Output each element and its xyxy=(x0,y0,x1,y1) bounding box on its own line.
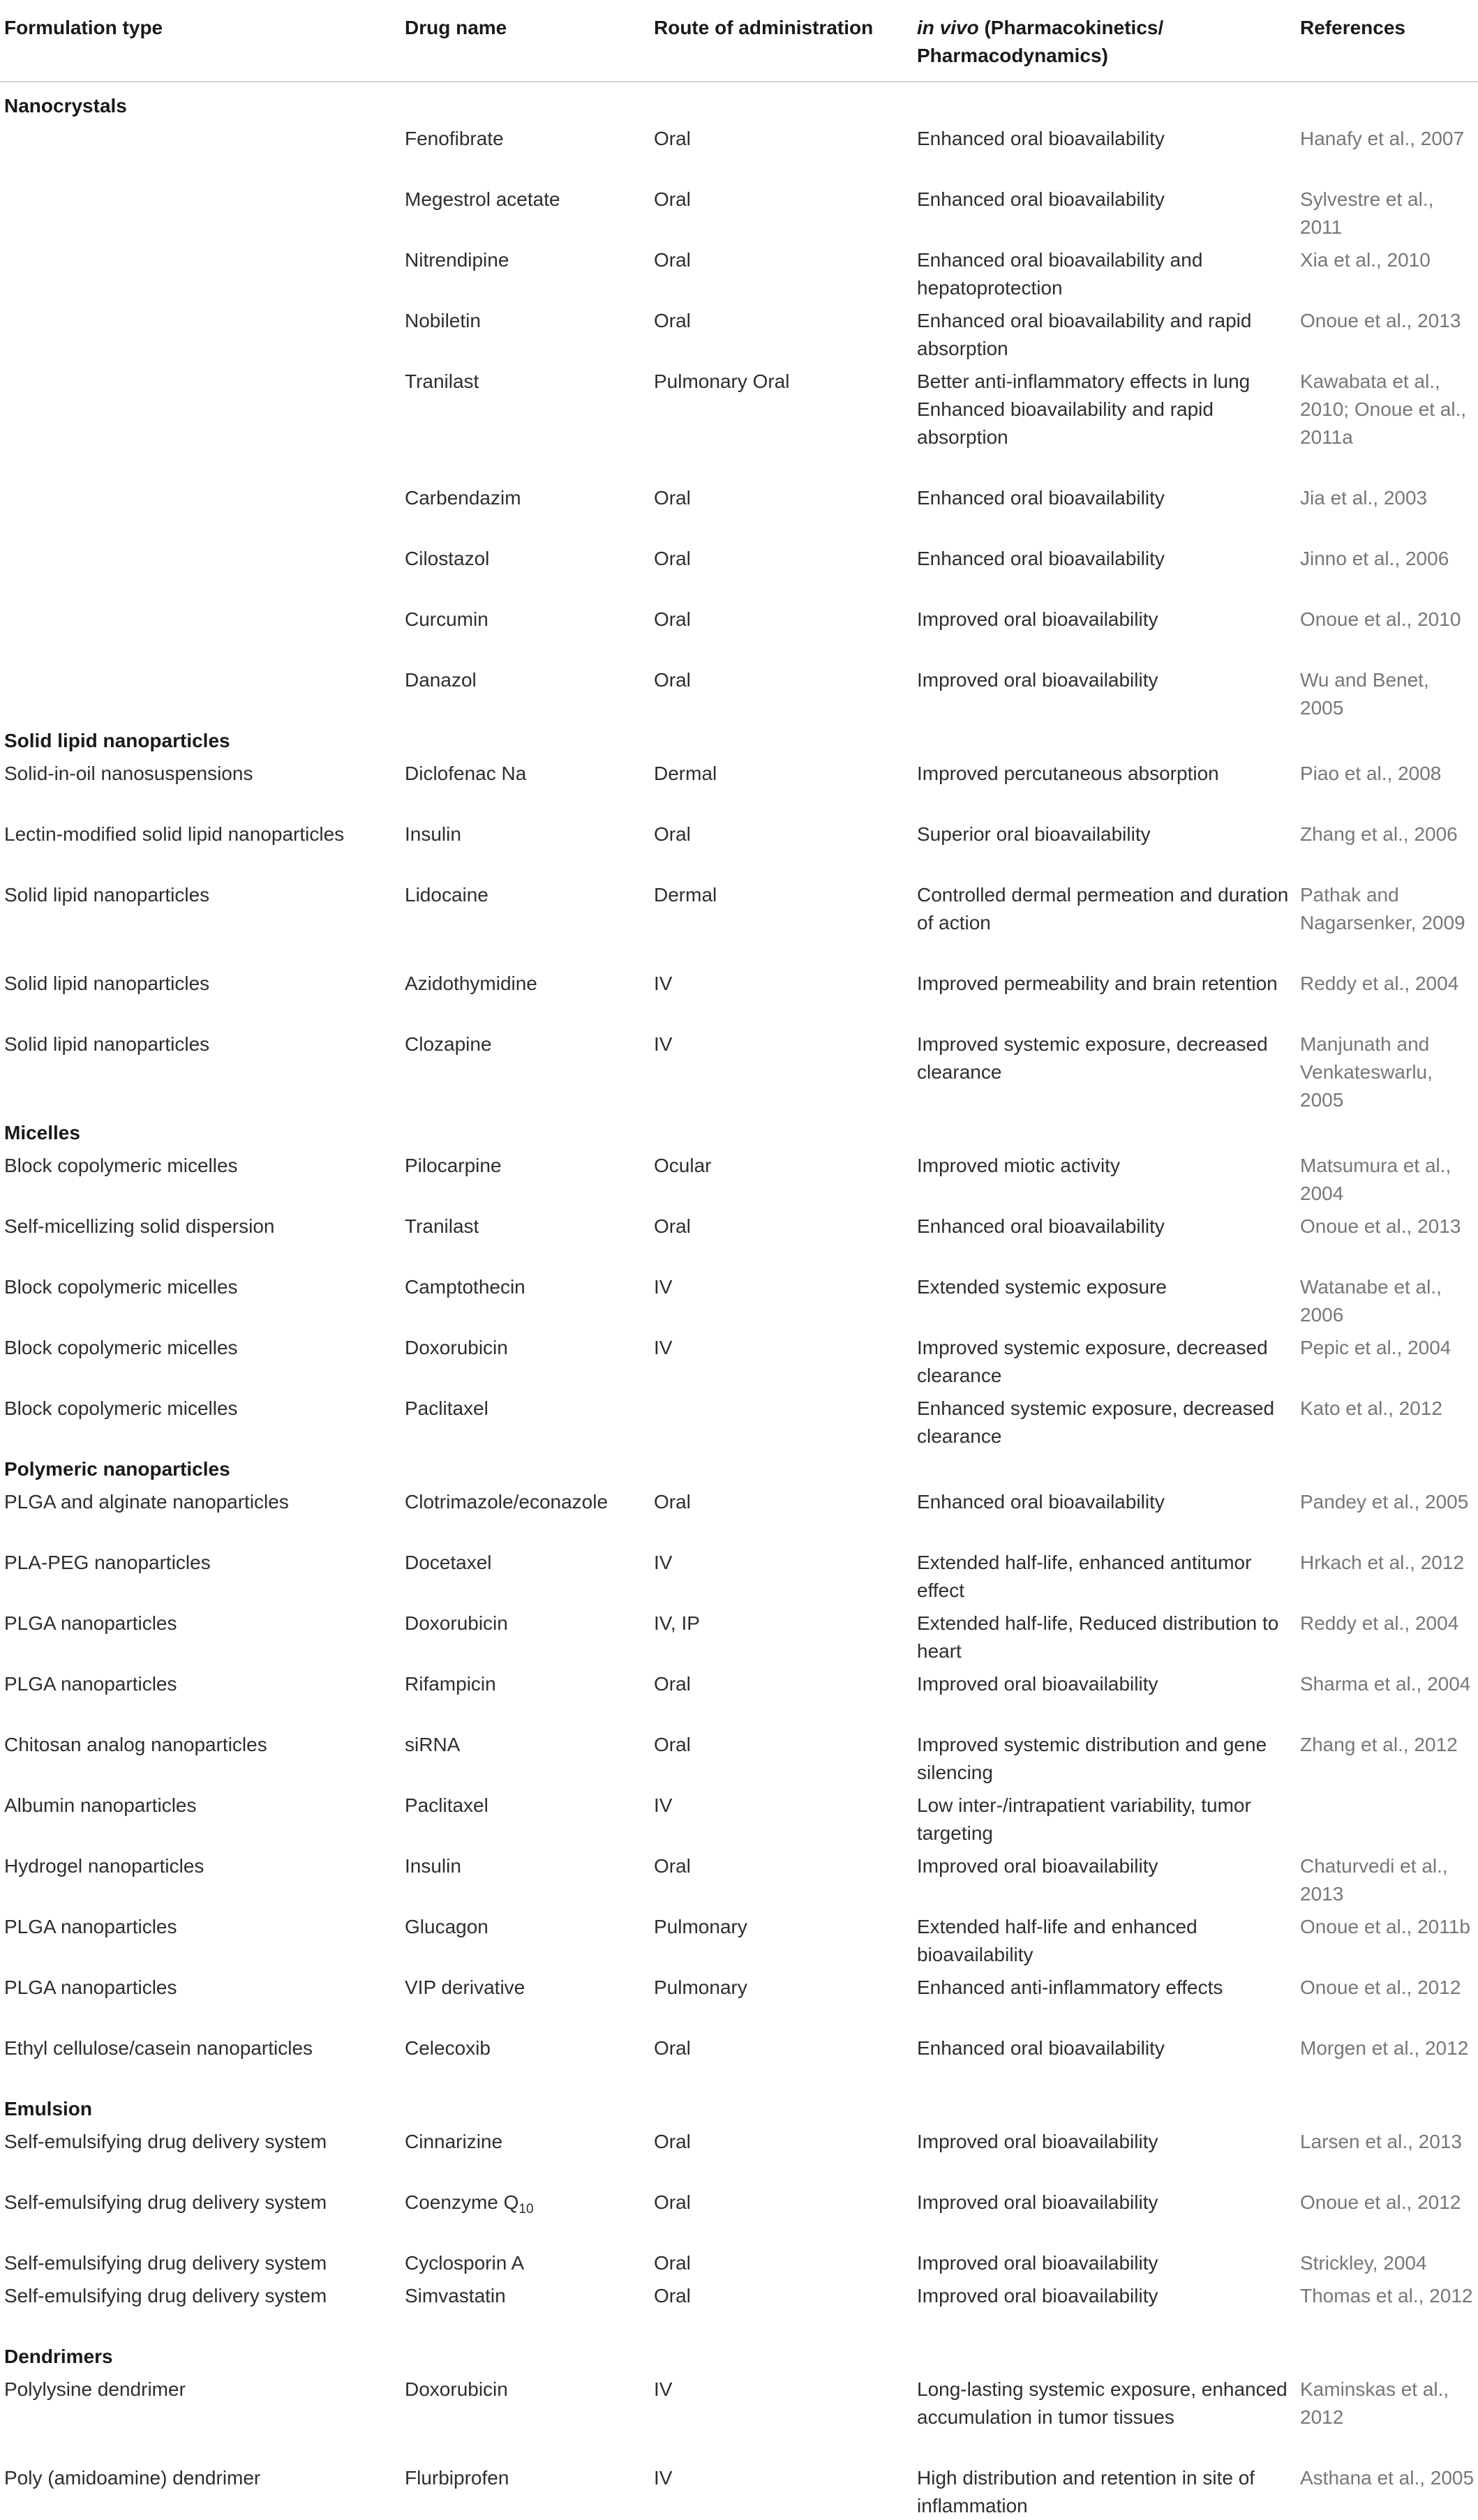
header-route: Route of administration xyxy=(654,17,874,38)
reference-cell: Reddy et al., 2004 xyxy=(1300,1612,1459,1634)
drug-name-cell: Tranilast xyxy=(405,1215,479,1237)
route-cell: IV xyxy=(654,1552,673,1573)
in-vivo-cell: Improved miotic activity xyxy=(917,1155,1120,1176)
route-cell: Ocular xyxy=(654,1155,712,1176)
formulation-type-cell: PLGA nanoparticles xyxy=(4,1916,177,1937)
in-vivo-cell: Enhanced oral bioavailability and hepatoprotection xyxy=(917,249,1203,299)
in-vivo-cell: Extended half-life, Reduced distribution to heart xyxy=(917,1612,1279,1662)
reference-cell: Watanabe et al., 2006 xyxy=(1300,1276,1442,1326)
reference-cell: Onoue et al., 2011b xyxy=(1300,1916,1470,1937)
drug-name-cell: Camptothecin xyxy=(405,1276,525,1298)
route-cell: Dermal xyxy=(654,763,717,784)
formulation-type-cell: PLGA and alginate nanoparticles xyxy=(4,1491,289,1513)
table-header xyxy=(0,0,1478,82)
drug-name-cell: Insulin xyxy=(405,823,461,845)
reference-cell: Thomas et al., 2012 xyxy=(1300,2285,1473,2307)
in-vivo-cell: Superior oral bioavailability xyxy=(917,823,1151,845)
in-vivo-cell: Improved permeability and brain retention xyxy=(917,973,1278,994)
route-cell: IV xyxy=(654,973,673,994)
route-cell: Oral xyxy=(654,1491,691,1513)
drug-name-cell: Fenofibrate xyxy=(405,128,504,149)
reference-cell: Zhang et al., 2012 xyxy=(1300,1734,1458,1755)
in-vivo-cell: Enhanced oral bioavailability xyxy=(917,548,1165,569)
reference-cell: Manjunath and Venkateswarlu, 2005 xyxy=(1300,1033,1433,1111)
section-title: Dendrimers xyxy=(4,2346,113,2367)
formulation-type-cell: PLA-PEG nanoparticles xyxy=(4,1552,211,1573)
reference-cell: Strickley, 2004 xyxy=(1300,2252,1427,2274)
formulation-type-cell: Solid lipid nanoparticles xyxy=(4,884,210,906)
reference-cell: Onoue et al., 2013 xyxy=(1300,1215,1461,1237)
drug-name-cell: Carbendazim xyxy=(405,487,521,509)
formulation-type-cell: Self-emulsifying drug delivery system xyxy=(4,2131,327,2152)
route-cell: Oral xyxy=(654,2037,691,2059)
in-vivo-cell: Extended systemic exposure xyxy=(917,1276,1167,1298)
in-vivo-cell: Long-lasting systemic exposure, enhanced accumulation in tumor tissues xyxy=(917,2378,1287,2428)
route-cell: Oral xyxy=(654,1215,691,1237)
reference-cell: Asthana et al., 2005 xyxy=(1300,2467,1475,2489)
drug-name-cell: VIP derivative xyxy=(405,1977,525,1998)
in-vivo-cell: Improved percutaneous absorption xyxy=(917,763,1219,784)
in-vivo-cell: Better anti-inflammatory effects in lung Enhanced bioavailability and rapid absorption xyxy=(917,370,1251,448)
drug-name-cell: Danazol xyxy=(405,669,477,691)
route-cell: Oral xyxy=(654,1673,691,1695)
reference-cell: Hanafy et al., 2007 xyxy=(1300,128,1465,149)
route-cell: IV xyxy=(654,1276,673,1298)
drug-name-cell: Cinnarizine xyxy=(405,2131,503,2152)
formulation-type-cell: Chitosan analog nanoparticles xyxy=(4,1734,267,1755)
formulation-type-cell: Polylysine dendrimer xyxy=(4,2378,186,2400)
reference-cell: Pathak and Nagarsenker, 2009 xyxy=(1300,884,1465,933)
drug-name-cell: Doxorubicin xyxy=(405,2378,508,2400)
route-cell: IV xyxy=(654,1794,673,1816)
formulation-type-cell: Solid lipid nanoparticles xyxy=(4,1033,210,1055)
in-vivo-cell: Improved oral bioavailability xyxy=(917,608,1158,630)
reference-cell: Wu and Benet, 2005 xyxy=(1300,669,1429,719)
route-cell: Oral xyxy=(654,2252,691,2274)
formulation-type-cell: Hydrogel nanoparticles xyxy=(4,1855,204,1877)
in-vivo-cell: Extended half-life, enhanced antitumor effect xyxy=(917,1552,1252,1601)
reference-cell: Matsumura et al., 2004 xyxy=(1300,1155,1451,1204)
formulation-type-cell: Block copolymeric micelles xyxy=(4,1397,238,1419)
reference-cell: Kato et al., 2012 xyxy=(1300,1397,1442,1419)
reference-cell: Kawabata et al., 2010; Onoue et al., 2011a xyxy=(1300,370,1467,448)
in-vivo-cell: Enhanced oral bioavailability and rapid absorption xyxy=(917,310,1252,359)
formulation-type-cell: PLGA nanoparticles xyxy=(4,1673,177,1695)
reference-cell: Jinno et al., 2006 xyxy=(1300,548,1449,569)
header-drug-name: Drug name xyxy=(405,17,507,38)
reference-cell: Sharma et al., 2004 xyxy=(1300,1673,1471,1695)
drug-name-cell: Lidocaine xyxy=(405,884,488,906)
in-vivo-cell: Controlled dermal permeation and duration of action xyxy=(917,884,1289,933)
reference-cell: Morgen et al., 2012 xyxy=(1300,2037,1469,2059)
reference-cell: Hrkach et al., 2012 xyxy=(1300,1552,1465,1573)
header-in-vivo xyxy=(917,14,1294,70)
route-cell: Oral xyxy=(654,608,691,630)
in-vivo-cell: Improved oral bioavailability xyxy=(917,1855,1158,1877)
reference-cell: Zhang et al., 2006 xyxy=(1300,823,1458,845)
route-cell: IV xyxy=(654,1033,673,1055)
reference-cell: Reddy et al., 2004 xyxy=(1300,973,1459,994)
drug-name-cell: Flurbiprofen xyxy=(405,2467,509,2489)
route-cell: IV xyxy=(654,1337,673,1358)
formulation-type-cell: Block copolymeric micelles xyxy=(4,1155,238,1176)
in-vivo-cell: Improved oral bioavailability xyxy=(917,2191,1158,2213)
route-cell: Oral xyxy=(654,2191,691,2213)
route-cell: Oral xyxy=(654,487,691,509)
route-cell: Oral xyxy=(654,310,691,331)
reference-cell: Jia et al., 2003 xyxy=(1300,487,1428,509)
route-cell: Oral xyxy=(654,1734,691,1755)
route-cell: Oral xyxy=(654,823,691,845)
drug-name-cell: Glucagon xyxy=(405,1916,488,1937)
drug-name-cell: Clotrimazole/econazole xyxy=(405,1491,609,1513)
route-cell: Oral xyxy=(654,188,691,210)
in-vivo-cell: Improved oral bioavailability xyxy=(917,669,1158,691)
route-cell: Oral xyxy=(654,1855,691,1877)
formulation-type-cell: Self-micellizing solid dispersion xyxy=(4,1215,275,1237)
drug-name-cell: Docetaxel xyxy=(405,1552,492,1573)
formulation-type-cell: Albumin nanoparticles xyxy=(4,1794,197,1816)
header-in-vivo-rest: (Pharmacokinetics/ Pharmacodynamics) xyxy=(917,17,1164,66)
reference-cell: Onoue et al., 2012 xyxy=(1300,1977,1461,1998)
section-title: Polymeric nanoparticles xyxy=(4,1458,230,1480)
route-cell: Pulmonary Oral xyxy=(654,370,790,392)
drug-name-cell: Cilostazol xyxy=(405,548,490,569)
in-vivo-cell: High distribution and retention in site of inflammation xyxy=(917,2467,1255,2517)
in-vivo-cell: Enhanced oral bioavailability xyxy=(917,2037,1165,2059)
drug-name-cell: Doxorubicin xyxy=(405,1612,508,1634)
formulation-type-cell: Lectin-modified solid lipid nanoparticles xyxy=(4,823,345,845)
in-vivo-cell: Extended half-life and enhanced bioavailability xyxy=(917,1916,1197,1965)
route-cell: Oral xyxy=(654,548,691,569)
in-vivo-cell: Improved oral bioavailability xyxy=(917,2252,1158,2274)
in-vivo-cell: Improved oral bioavailability xyxy=(917,2285,1158,2307)
in-vivo-cell: Enhanced oral bioavailability xyxy=(917,487,1165,509)
header-formulation-type: Formulation type xyxy=(4,17,163,38)
drug-name-cell: Simvastatin xyxy=(405,2285,506,2307)
drug-name-cell: Clozapine xyxy=(405,1033,492,1055)
drug-name-cell: Curcumin xyxy=(405,608,488,630)
in-vivo-cell: Enhanced oral bioavailability xyxy=(917,128,1165,149)
formulation-type-cell: Block copolymeric micelles xyxy=(4,1337,238,1358)
in-vivo-cell: Improved systemic exposure, decreased clearance xyxy=(917,1337,1268,1386)
drug-name-cell: Nitrendipine xyxy=(405,249,509,271)
route-cell: Pulmonary xyxy=(654,1916,747,1937)
route-cell: Oral xyxy=(654,2131,691,2152)
drug-name-cell xyxy=(405,2189,642,2217)
drug-name-cell: siRNA xyxy=(405,1734,461,1755)
drug-name-cell: Pilocarpine xyxy=(405,1155,502,1176)
drug-name-subscript: 10 xyxy=(518,2202,534,2217)
formulation-type-cell: Poly (amidoamine) dendrimer xyxy=(4,2467,261,2489)
drug-name-cell: Celecoxib xyxy=(405,2037,491,2059)
formulation-type-cell: PLGA nanoparticles xyxy=(4,1612,177,1634)
reference-cell: Onoue et al., 2013 xyxy=(1300,310,1461,331)
header-in-vivo-italic: in vivo xyxy=(917,17,979,38)
reference-cell: Onoue et al., 2012 xyxy=(1300,2191,1461,2213)
section-title: Nanocrystals xyxy=(4,95,127,117)
drug-name-cell: Azidothymidine xyxy=(405,973,537,994)
formulation-type-cell: Self-emulsifying drug delivery system xyxy=(4,2252,327,2274)
drug-name-cell: Megestrol acetate xyxy=(405,188,560,210)
in-vivo-cell: Improved oral bioavailability xyxy=(917,2131,1158,2152)
reference-cell: Onoue et al., 2010 xyxy=(1300,608,1461,630)
reference-cell: Pandey et al., 2005 xyxy=(1300,1491,1469,1513)
header-references: References xyxy=(1300,17,1405,38)
reference-cell: Xia et al., 2010 xyxy=(1300,249,1431,271)
drug-name-cell: Doxorubicin xyxy=(405,1337,508,1358)
drug-name-cell: Rifampicin xyxy=(405,1673,496,1695)
route-cell: Pulmonary xyxy=(654,1977,747,1998)
route-cell: IV, IP xyxy=(654,1612,700,1634)
drug-name-cell: Cyclosporin A xyxy=(405,2252,525,2274)
drug-name-cell: Paclitaxel xyxy=(405,1397,488,1419)
reference-cell: Piao et al., 2008 xyxy=(1300,763,1442,784)
section-title: Solid lipid nanoparticles xyxy=(4,730,230,751)
reference-cell: Sylvestre et al., 2011 xyxy=(1300,188,1434,238)
drug-name-cell: Insulin xyxy=(405,1855,461,1877)
formulation-type-cell: Block copolymeric micelles xyxy=(4,1276,238,1298)
reference-cell: Pepic et al., 2004 xyxy=(1300,1337,1451,1358)
formulation-type-cell: Ethyl cellulose/casein nanoparticles xyxy=(4,2037,313,2059)
in-vivo-cell: Enhanced oral bioavailability xyxy=(917,1491,1165,1513)
in-vivo-cell: Improved systemic distribution and gene silencing xyxy=(917,1734,1267,1783)
route-cell: Oral xyxy=(654,2285,691,2307)
route-cell: Oral xyxy=(654,128,691,149)
reference-cell: Kaminskas et al., 2012 xyxy=(1300,2378,1449,2428)
formulation-type-cell: Solid lipid nanoparticles xyxy=(4,973,210,994)
route-cell: IV xyxy=(654,2467,673,2489)
formulation-type-cell: PLGA nanoparticles xyxy=(4,1977,177,1998)
drug-name-cell: Tranilast xyxy=(405,370,479,392)
in-vivo-cell: Improved systemic exposure, decreased clearance xyxy=(917,1033,1268,1083)
route-cell: Oral xyxy=(654,669,691,691)
in-vivo-cell: Enhanced oral bioavailability xyxy=(917,188,1165,210)
formulation-type-cell: Solid-in-oil nanosuspensions xyxy=(4,763,253,784)
in-vivo-cell: Low inter-/intrapatient variability, tumor targeting xyxy=(917,1794,1251,1844)
drug-name-cell: Paclitaxel xyxy=(405,1794,488,1816)
drug-name-text: Coenzyme Q xyxy=(405,2191,519,2213)
section-title: Emulsion xyxy=(4,2098,93,2120)
reference-cell: Chaturvedi et al., 2013 xyxy=(1300,1855,1448,1905)
route-cell: Oral xyxy=(654,249,691,271)
reference-cell: Larsen et al., 2013 xyxy=(1300,2131,1462,2152)
in-vivo-cell: Enhanced systemic exposure, decreased clearance xyxy=(917,1397,1275,1447)
formulation-type-cell: Self-emulsifying drug delivery system xyxy=(4,2285,327,2307)
drug-name-cell: Nobiletin xyxy=(405,310,481,331)
in-vivo-cell: Enhanced oral bioavailability xyxy=(917,1215,1165,1237)
route-cell: IV xyxy=(654,2378,673,2400)
section-title: Micelles xyxy=(4,1122,80,1143)
in-vivo-cell: Improved oral bioavailability xyxy=(917,1673,1158,1695)
in-vivo-cell: Enhanced anti-inflammatory effects xyxy=(917,1977,1223,1998)
formulation-type-cell: Self-emulsifying drug delivery system xyxy=(4,2191,327,2213)
route-cell: Dermal xyxy=(654,884,717,906)
drug-name-cell: Diclofenac Na xyxy=(405,763,527,784)
